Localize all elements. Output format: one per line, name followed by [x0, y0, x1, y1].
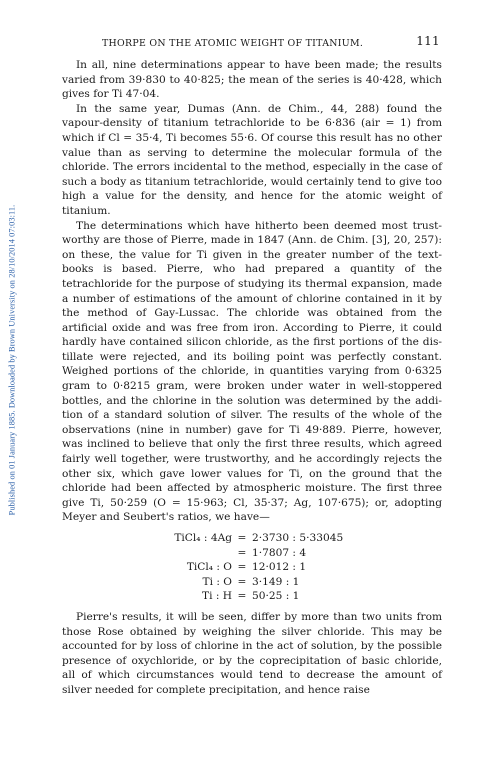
- publication-margin-note: [0, 60, 24, 660]
- page-body: [62, 34, 442, 698]
- ratio-rhs: 12·012 : 1: [252, 561, 307, 574]
- ratio-equations: [170, 531, 442, 604]
- ratio-lhs: Ti : O: [202, 575, 232, 588]
- ratio-row: [170, 575, 442, 590]
- ratio-lhs: [170, 546, 232, 561]
- ratio-equals: =: [237, 590, 247, 603]
- paragraph-3: The determinations which have hitherto been deemed most trust-worthy are those of Pierre, made in 1847 (Ann. de Chim. [3], 20, 257): on these, the value for Ti given in the greater number of the text-books is based. Pierre, who had prepared a quantity of the tetrachloride for the purpose of studying its thermal expansion, made a number of estimations of the amount of chlorine contained in it by the method of Gay-Lussac. The chloride was obtained from the artificial oxide and was free from iron. According to Pierre, it could hardly have contained silicon chloride, as the first portions of the dis-tillate were rejected, and its boiling point was perfectly constant. Weighed portions of the chloride, in quantities varying from 0·6325 gram to 0·8215 gram, were broken under water in well-stoppered bottles, and the chlorine in the solution was determined by the addi-tion of a standard solution of silver. The results of the whole of the observations (nine in number) gave for Ti 49·889. Pierre, however, was inclined to believe that only the first three results, which agreed fairly well together, were trustworthy, and he accordingly rejects the other six, which gave lower values for Ti, on the ground that the chloride had been affected by atmospheric moisture. The first three give Ti, 50·259 (O = 15·963; Cl, 35·37; Ag, 107·675); or, adopting Meyer and Seubert's ratios, we have—: [62, 219, 442, 524]
- running-title: THORPE ON THE ATOMIC WEIGHT OF TITANIUM.: [102, 38, 364, 49]
- ratio-rhs: 50·25 : 1: [252, 590, 300, 603]
- paragraph-2: In the same year, Dumas (Ann. de Chim., 44, 288) found the vapour-density of titanium tetrachloride to be 6·836 (air = 1) from which if Cl = 35·4, Ti becomes 55·6. Of course this result has no other value than as serving to determine the molecular formula of the chloride. The errors incidental to the method, especially in the case of such a body as titanium tetrachloride, would certainly tend to give too high a value for the density, and hence for the atomic weight of titanium.: [62, 102, 442, 217]
- ratio-row: [170, 560, 442, 575]
- ratio-rhs: 2·3730 : 5·33045: [252, 532, 344, 544]
- paragraph-1: In all, nine determinations appear to have been made; the results varied from 39·830 to 40·825; the mean of the series is 40·428, which gives for Ti 47·04.: [62, 59, 442, 101]
- ratio-lhs: Ti : H: [202, 590, 232, 603]
- body-text: [62, 58, 442, 698]
- ratio-equals: =: [237, 561, 247, 574]
- ratio-row: [170, 546, 442, 561]
- ratio-row: [170, 589, 442, 604]
- ratio-row: [170, 531, 442, 546]
- paragraph-4: Pierre's results, it will be seen, differ by more than two units from those Rose obtained by weighing the silver chloride. This may be accounted for by loss of chlorine in the act of solution, by the possible presence of oxychloride, or by the coprecipitation of basic chloride, all of which circumstances would tend to decrease the amount of silver needed for complete precipitation, and hence raise: [62, 610, 442, 696]
- ratio-rhs: 3·149 : 1: [252, 575, 300, 588]
- publication-margin-note-text: Published on 01 January 1885. Downloaded by Brown University on 28/10/2014 07:03:11.: [7, 204, 17, 516]
- ratio-equals: =: [237, 546, 247, 559]
- ratio-equals: =: [237, 532, 247, 544]
- ratio-lhs: TiCl₄ : 4Ag: [174, 532, 232, 544]
- ratio-lhs: TiCl₄ : O: [186, 561, 232, 574]
- running-header: [62, 34, 442, 54]
- ratio-rhs: 1·7807 : 4: [252, 546, 307, 559]
- ratio-equals: =: [237, 575, 247, 588]
- page-number: 111: [416, 34, 440, 48]
